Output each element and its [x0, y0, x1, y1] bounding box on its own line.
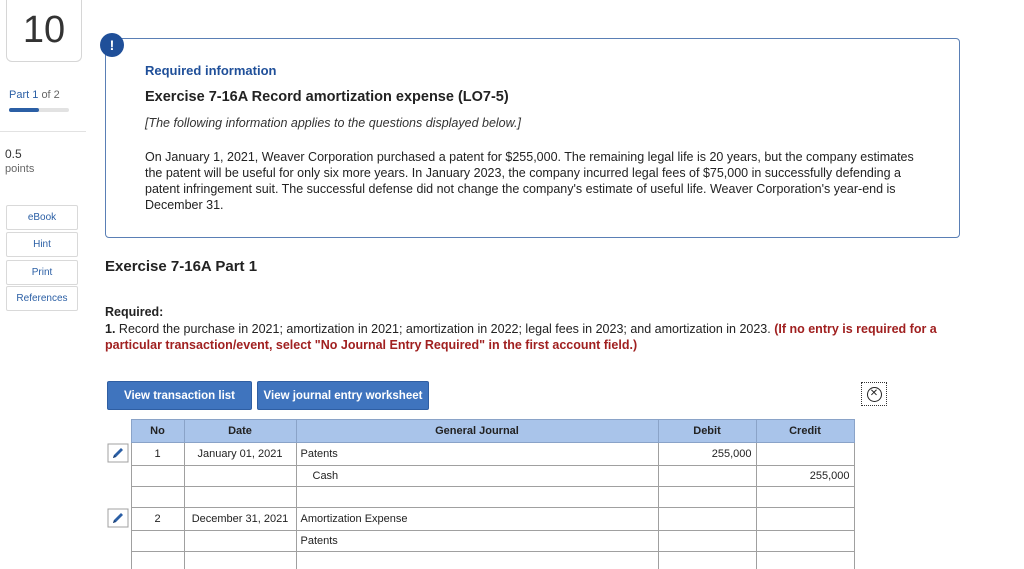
row-credit[interactable] — [756, 552, 854, 569]
edit-spacer — [107, 466, 131, 487]
info-body: On January 1, 2021, Weaver Corporation purchased a patent for $255,000. The remaining legal life is 20 years, but the company estimates the patent will be useful for only six more years. In January 2023, the company incurred legal fees of $75,000 in successfully defending a patent infringement suit. The successful defense did not change the company's estimate of useful life. Weaver Corporation's year-end is December 31. — [145, 150, 914, 212]
header-no: No — [131, 420, 184, 443]
ebook-button[interactable]: eBook — [6, 205, 78, 230]
table-row — [107, 487, 854, 508]
row-debit[interactable] — [658, 466, 756, 487]
row-debit[interactable]: 255,000 — [658, 443, 756, 466]
row-account[interactable]: Amortization Expense — [296, 508, 658, 531]
header-general-journal: General Journal — [296, 420, 658, 443]
row-account[interactable] — [296, 552, 658, 569]
header-credit: Credit — [756, 420, 854, 443]
table-row — [107, 531, 854, 552]
view-transaction-list-button[interactable]: View transaction list — [107, 381, 252, 410]
row-account[interactable]: Cash — [296, 466, 658, 487]
edit-column-header — [107, 420, 131, 443]
required-text — [105, 321, 970, 353]
row-date — [184, 531, 296, 552]
points-label: points — [5, 163, 35, 175]
info-heading: Required information — [145, 63, 277, 78]
part-of: of 2 — [41, 89, 60, 101]
close-circle-icon: ✕ — [867, 387, 882, 402]
info-note: [The following information applies to the questions displayed below.] — [145, 116, 521, 130]
part-current: 1 — [32, 89, 39, 101]
table-row — [107, 466, 854, 487]
table-row — [107, 443, 854, 466]
references-button[interactable]: References — [6, 286, 78, 311]
edit-spacer — [107, 552, 131, 569]
part-indicator — [9, 89, 60, 101]
edit-entry-1[interactable] — [107, 443, 131, 466]
required-number: 1. — [105, 322, 116, 336]
row-no — [131, 487, 184, 508]
sidebar-divider — [0, 131, 86, 132]
alert-icon: ! — [100, 33, 124, 57]
row-no: 2 — [131, 508, 184, 531]
journal-table — [107, 419, 855, 569]
required-note: (If no entry is required for a particular transaction/event, select "No Journal Entry Required" in the first account field.) — [105, 322, 937, 352]
edit-entry-2[interactable] — [107, 508, 131, 531]
row-account[interactable] — [296, 487, 658, 508]
row-date: January 01, 2021 — [184, 443, 296, 466]
view-journal-entry-worksheet-button[interactable]: View journal entry worksheet — [257, 381, 429, 410]
row-date: December 31, 2021 — [184, 508, 296, 531]
edit-spacer — [107, 531, 131, 552]
row-debit[interactable] — [658, 508, 756, 531]
row-credit[interactable] — [756, 487, 854, 508]
row-account[interactable]: Patents — [296, 531, 658, 552]
row-date — [184, 487, 296, 508]
edit-spacer — [107, 487, 131, 508]
header-date: Date — [184, 420, 296, 443]
row-no: 1 — [131, 443, 184, 466]
hint-button[interactable]: Hint — [6, 232, 78, 257]
row-credit[interactable] — [756, 443, 854, 466]
question-number: 10 — [22, 9, 66, 51]
pencil-icon[interactable] — [107, 443, 129, 463]
pencil-icon[interactable] — [107, 508, 129, 528]
part-progress-fill — [9, 108, 39, 112]
row-debit[interactable] — [658, 487, 756, 508]
row-credit[interactable] — [756, 531, 854, 552]
row-account[interactable]: Patents — [296, 443, 658, 466]
row-date — [184, 466, 296, 487]
row-no — [131, 531, 184, 552]
row-debit[interactable] — [658, 531, 756, 552]
part-title: Exercise 7-16A Part 1 — [105, 258, 258, 275]
part-prefix: Part — [9, 89, 30, 101]
journal-header-row — [107, 420, 854, 443]
close-button[interactable] — [861, 382, 887, 406]
question-number-box — [6, 0, 82, 62]
points-value: 0.5 — [5, 147, 22, 161]
required-instruction: Record the purchase in 2021; amortization in 2021; amortization in 2022; legal fees in 2023; and amortization in 2023. — [118, 322, 771, 336]
table-row — [107, 508, 854, 531]
row-credit[interactable] — [756, 508, 854, 531]
print-button[interactable]: Print — [6, 260, 78, 285]
part-progress-bar — [9, 108, 69, 112]
exercise-title: Exercise 7-16A Record amortization expense (LO7-5) — [145, 89, 509, 105]
required-information-panel — [105, 38, 960, 238]
row-no — [131, 466, 184, 487]
table-row — [107, 552, 854, 569]
row-no — [131, 552, 184, 569]
required-label: Required: — [105, 305, 164, 319]
header-debit: Debit — [658, 420, 756, 443]
row-date — [184, 552, 296, 569]
row-credit[interactable]: 255,000 — [756, 466, 854, 487]
row-debit[interactable] — [658, 552, 756, 569]
